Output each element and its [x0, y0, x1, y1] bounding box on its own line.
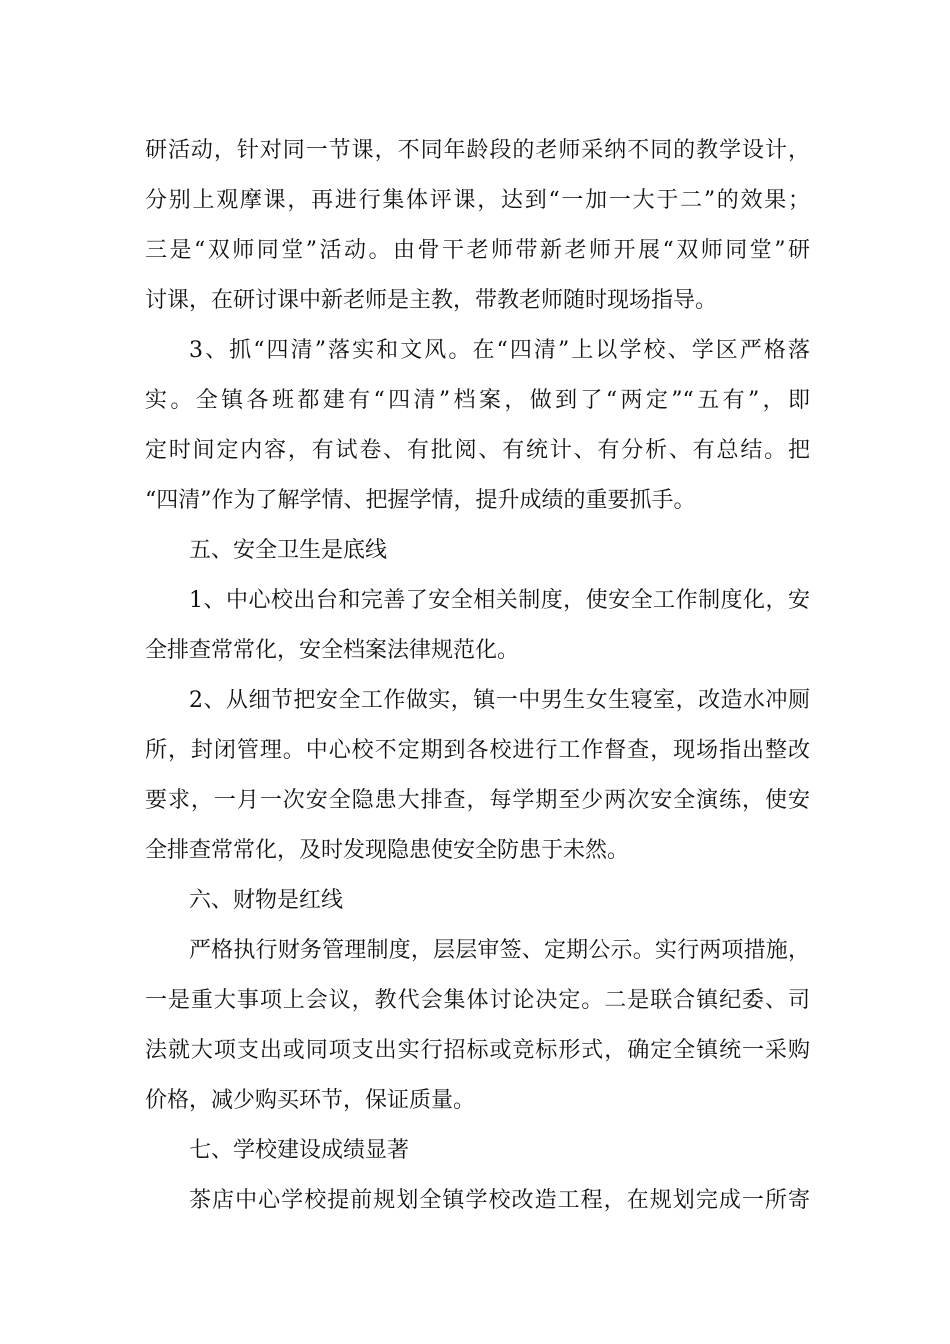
text-line: 实。全镇各班都建有“四清”档案，做到了“两定”“五有”，即: [145, 388, 810, 413]
section-heading: 六、财物是红线: [189, 888, 344, 913]
text-line: 三是“双师同堂”活动。由骨干老师带新老师开展“双师同堂”研: [145, 238, 810, 263]
text-line: 3、抓“四清”落实和文风。在“四清”上以学校、学区严格落: [189, 338, 810, 363]
text-line: 要求，一月一次安全隐患大排查，每学期至少两次安全演练，使安: [145, 788, 810, 813]
section-heading: 七、学校建设成绩显著: [189, 1138, 410, 1163]
text-line: 讨课，在研讨课中新老师是主教，带教老师随时现场指导。: [145, 288, 718, 313]
text-line: 定时间定内容，有试卷、有批阅、有统计、有分析、有总结。把: [145, 438, 810, 463]
text-line: 全排查常常化，安全档案法律规范化。: [145, 638, 520, 663]
section-heading: 五、安全卫生是底线: [189, 538, 388, 563]
text-line: 所，封闭管理。中心校不定期到各校进行工作督查，现场指出整改: [145, 738, 810, 763]
text-line: 一是重大事项上会议，教代会集体讨论决定。二是联合镇纪委、司: [145, 988, 810, 1013]
text-line: 严格执行财务管理制度，层层审签、定期公示。实行两项措施，: [189, 938, 810, 963]
document-body: [145, 126, 810, 1226]
text-line: 1、中心校出台和完善了安全相关制度，使安全工作制度化，安: [189, 588, 810, 613]
text-line: 茶店中心学校提前规划全镇学校改造工程，在规划完成一所寄: [189, 1188, 810, 1213]
text-line: 法就大项支出或同项支出实行招标或竞标形式，确定全镇统一采购: [145, 1038, 810, 1063]
text-line: 研活动，针对同一节课，不同年龄段的老师采纳不同的教学设计，: [145, 138, 810, 163]
text-line: 价格，减少购买环节，保证质量。: [145, 1088, 476, 1113]
text-line: 分别上观摩课，再进行集体评课，达到“一加一大于二”的效果；: [145, 188, 810, 213]
text-line: “四清”作为了解学情、把握学情，提升成绩的重要抓手。: [145, 488, 696, 513]
text-line: 全排查常常化，及时发现隐患使安全防患于未然。: [145, 838, 630, 863]
text-line: 2、从细节把安全工作做实，镇一中男生女生寝室，改造水冲厕: [189, 688, 810, 713]
